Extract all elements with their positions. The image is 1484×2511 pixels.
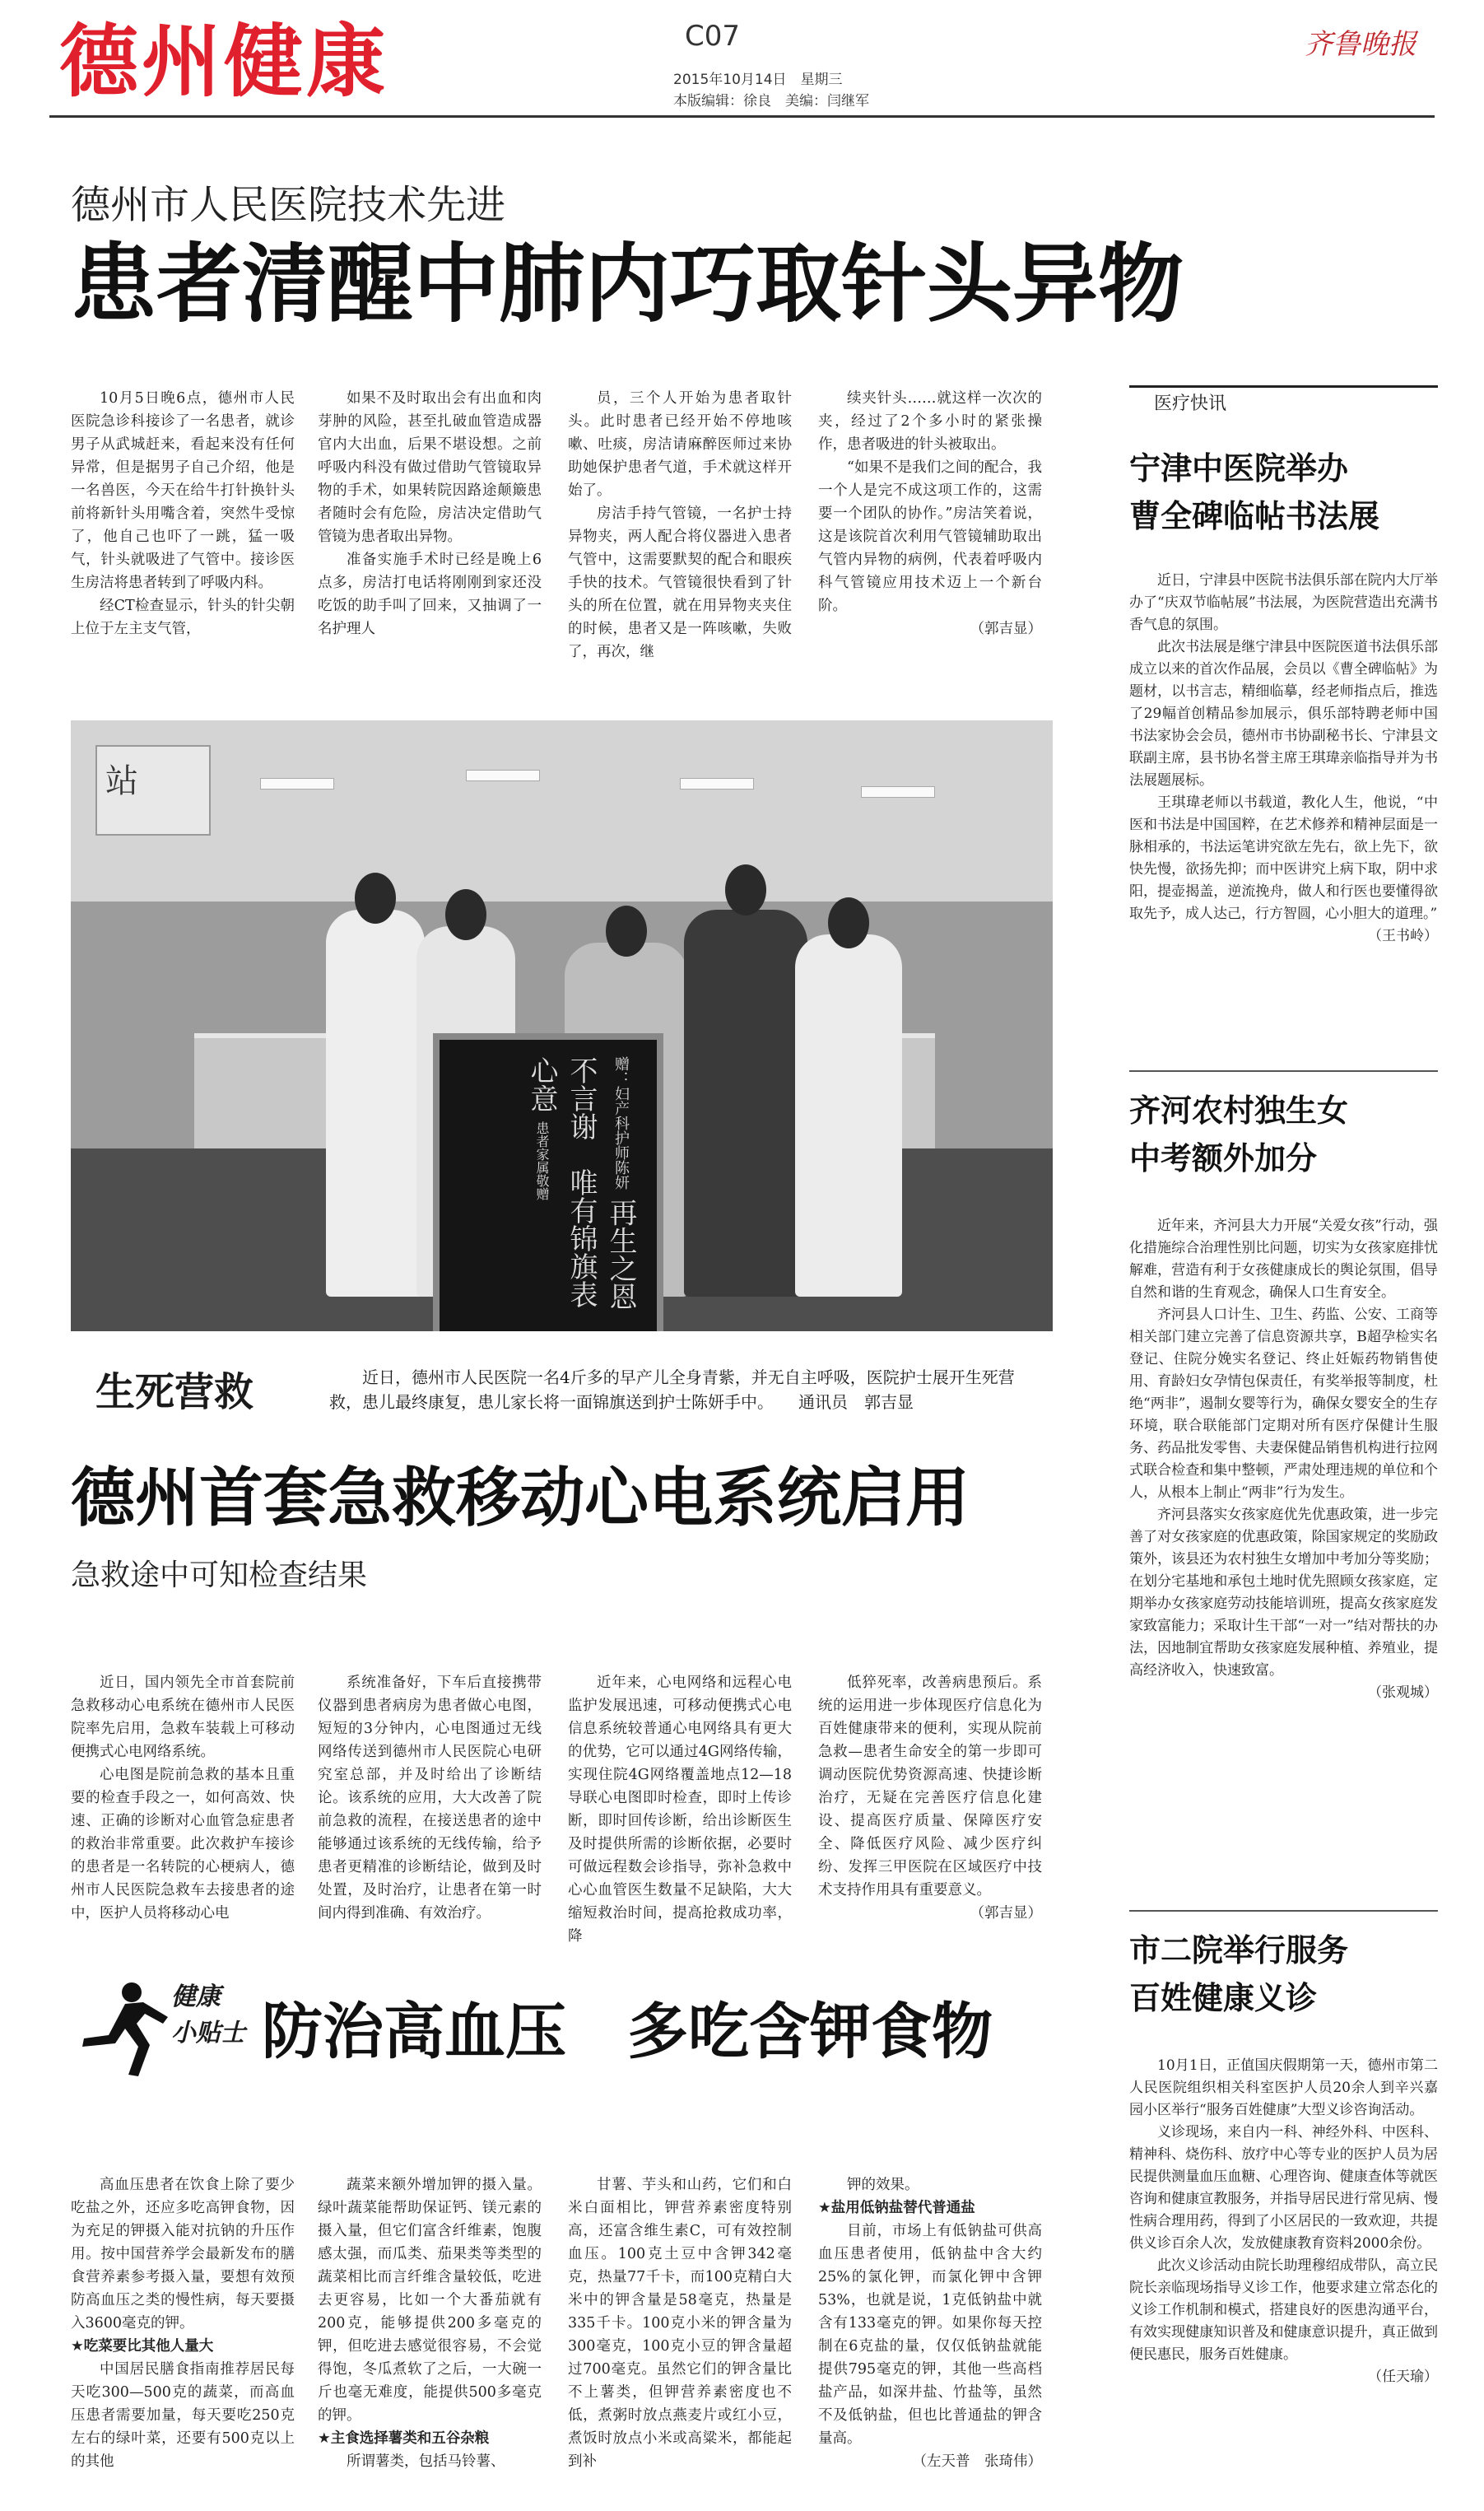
paragraph: 续夹针头……就这样一次次的夹，经过了2个多小时的紧张操作，患者吸进的针头被取出。 [818,390,1042,453]
tip-col-1 [71,2173,295,2486]
headline-line: 百姓健康义诊 [1129,1980,1318,2016]
tip-col-3 [568,2173,792,2486]
paragraph: 此次义诊活动由院长助理穆绍成带队，高立民院长亲临现场指导义诊工作，他要求建立常态化的义诊工作机制和模式，搭建良好的医患沟通平台，有效实现健康知识普及和健康意识提升，真正做到便民惠民，服务百姓健康。 [1129,2257,1438,2363]
story1-kicker: 德州市人民医院技术先进 [71,182,506,228]
page-number: C07 [685,20,741,53]
caption-title: 生死营救 [95,1369,254,1415]
sidebar-tab [1129,385,1438,412]
paragraph: 近年来，齐河县大力开展“关爱女孩”行动，强化措施综合治理性别比问题，切实为女孩家庭排忧解难，营造有利于女孩健康成长的舆论氛围，倡导自然和谐的生育观念，确保人口生育安全。 [1129,1218,1438,1301]
newspaper-logo: 齐鲁晚报 [1305,28,1417,61]
paragraph: 员，三个人开始为患者取针头。此时患者已经开始不停地咳嗽、吐痰，房洁请麻醉医师过来协助她保护患者气道，手术就这样开始了。 [568,390,792,499]
paragraph: 近日，宁津县中医院书法俱乐部在院内大厅举办了“庆双节临帖展”书法展，为医院营造出充满书香气息的氛围。 [1129,572,1438,633]
paragraph: 高血压患者在饮食上除了要少吃盐之外，还应多吃高钾食物，因为充足的钾摄入能对抗钠的升压作用。按中国营养学会最新发布的膳食营养素参考摄入量，要想有效预防高血压之类的慢性病，每天要摄入3600毫克的钾。 [71,2177,295,2332]
byline: （王书岭） [1368,928,1438,944]
sidebar-headline [1129,445,1438,540]
ceiling-light [466,770,540,781]
paragraph: 齐河县人口计生、卫生、药监、公安、工商等相关部门建立完善了信息资源共享，B超孕检实名登记、住院分娩实名登记、终止妊娠药物销售使用、育龄妇女孕情包保责任，有奖举报等制度，杜绝“两非”，遏制女婴等行为，确保女婴安全的生存环境，联合联能部门定期对所有医疗保健计生服务、药品批发零售、夫妻保健品销售机构进行拉网式联合检查和集中整顿，严肃处理违规的单位和个人，从根本上制止“两非”行为发生。 [1129,1307,1438,1501]
story1-col-3 [568,387,792,675]
paragraph: 齐河县落实女孩家庭优先优惠政策，进一步完善了对女孩家庭的优惠政策，除国家规定的奖励政策外，该县还为农村独生女增加中考加分等奖励；在划分宅基地和承包土地时优先照顾女孩家庭，定期举办女孩家庭劳动技能培训班，提高女孩家庭发家致富能力；采取计生干部“一对一”结对帮扶的办法，因地制宜帮助女孩家庭发展种植、养殖业，提高经济收入，快速致富。 [1129,1507,1438,1679]
byline: （任天瑜） [1368,2369,1438,2385]
banner-main-text: 再生之恩不言谢 唯有锦旗表心意 [525,1056,637,1311]
tip-label-line2: 小贴士 [171,2019,245,2047]
headline-line: 曹全碑临帖书法展 [1129,498,1380,534]
paragraph: 系统准备好，下车后直接携带仪器到患者病房为患者做心电图，短短的3分钟内，心电图通过无线网络传送到德州市人民医院心电研究室总部，并及时给出了诊断结论。该系统的应用，大大改善了院前急救的流程，在接送患者的途中能够通过该系统的无线传输，给予患者更精准的诊断结论，做到及时处置，及时治疗，让患者在第一时间内得到准确、有效治疗。 [318,1675,542,1922]
paragraph: 王琪瑋老师以书载道，教化人生，他说，“中医和书法是中国国粹，在艺术修养和精神层面是一脉相承的，书法运笔讲究欲左先右，欲上先下，欲快先慢，欲扬先抑；而中医讲究上病下取，阴中求阳，提壶揭盖，逆流挽舟，做人和行医也要懂得欲取先予，成人达己，行方智圆，心小胆大的道理。” [1129,794,1438,922]
story1-col-1 [71,387,295,675]
story2-col-1 [71,1671,295,1959]
person-head [828,897,869,948]
paragraph: 此次书法展是继宁津县中医院医道书法俱乐部成立以来的首次作品展，会员以《曹全碑临帖》为题材，以书言志，精细临摹，经老师指点后，推选了29幅首创精品参加展示，俱乐部特聘老师中国书法家协会会员，德州市书协副秘书长、宁津县文联副主席，县书协名誉主席王琪瑋亲临指导并为书法展题展标。 [1129,639,1438,789]
news-photo [71,720,1053,1331]
story2-col-2 [318,1671,542,1959]
ceiling-light [680,778,754,790]
nurse-figure [326,910,425,1297]
nurse-station-sign: 站 [95,745,211,836]
person-head [606,906,647,957]
story2-kicker: 急救途中可知检查结果 [71,1558,368,1592]
paragraph: 近年来，心电网络和远程心电监护发展迅速，可移动便携式心电信息系统较普通心电网络具有更大的优势，它可以通过4G网络传输，实现住院4G网络覆盖地点12—18导联心电图即时检查，即时上传诊断，即时回传诊断，给出诊断医生及时提供所需的诊断依据，必要时可做远程数会诊指导，弥补急救中心心血管医生数量不足缺陷，大大缩短救治时间，提高抢救成功率，降 [568,1675,792,1945]
ceiling-light [861,786,935,798]
paragraph: 10月5日晚6点，德州市人民医院急诊科接诊了一名患者，就诊男子从武城赶来，看起来没有任何异常，但是据男子自己介绍，他是一名兽医，今天在给牛打针换针头前将新针头用嘴含着，突然牛受惊了，他自己也吓了一跳，猛一吸气，针头就吸进了气管中。接诊医生房洁将患者转到了呼吸内科。 [71,390,295,591]
tip-label-line1: 健康 [171,1982,221,2011]
sidebar-headline [1129,1087,1438,1182]
paragraph: 房洁手持气管镜，一名护士持异物夹，两人配合将仪器进入患者气管中，这需要默契的配合和眼疾手快的技术。气管镜很快看到了针头的所在位置，就在用异物夹夹住的时候，患者又是一阵咳嗽，失败了，再次，继 [568,505,792,660]
sidebar-headline [1129,1926,1438,2022]
story1-col-2 [318,387,542,675]
story1-col-4 [818,387,1042,675]
sidebar-body [1129,2055,1438,2511]
ceiling-light [260,778,334,790]
sidebar-divider [1129,1070,1438,1072]
paragraph: 所谓薯类，包括马铃薯、 [347,2453,505,2470]
person-head [445,889,486,940]
paragraph: 经CT检查显示，针头的针尖朝上位于左主支气管， [71,598,295,637]
story1-headline: 患者清醒中肺内巧取针头异物 [71,234,1184,334]
photo-ceiling [71,720,1053,901]
sidebar-story-3 [1129,1926,1438,2511]
banner-dedication: 赠：妇产科护师陈妍 [612,1056,630,1190]
subheading: ★盐用低钠盐替代普通盐 [818,2200,975,2216]
editors-line: 本版编辑：徐良 美编：闫继军 [673,93,869,109]
tip-col-2 [318,2173,542,2486]
story2-col-4 [818,1671,1042,1959]
byline: （郭吉显） [970,621,1042,637]
headline-line: 齐河农村独生女 [1129,1092,1349,1129]
headline-line: 中考额外加分 [1129,1140,1318,1176]
byline: （左天普 张琦伟） [912,2453,1042,2470]
nurse-figure [795,934,902,1297]
sidebar-divider [1129,1910,1438,1912]
running-man-icon [67,1981,174,2080]
sidebar-tab-label: 医疗快讯 [1147,389,1233,415]
subheading: ★主食选择薯类和五谷杂粮 [318,2430,490,2447]
tip-label [171,1979,245,2052]
paragraph: 10月1日，正值国庆假期第一天，德州市第二人民医院组织相关科室医护人员20余人到辛兴嘉园小区举行“服务百姓健康”大型义诊咨询活动。 [1129,2057,1438,2118]
headline-line: 宁津中医院举办 [1129,450,1349,487]
issue-date: 2015年10月14日 星期三 [673,72,843,88]
masthead-rule [49,115,1435,118]
caption-text: 近日，德州市人民医院一名4斤多的早产儿全身青紫，并无自主呼吸，医院护士展开生死营救，患儿最终康复，患儿家长将一面锦旗送到护士陈妍手中。 通讯员 郭吉显 [329,1367,1015,1412]
paragraph: “如果不是我们之间的配合，我一个人是完不成这项工作的，这需要一个团队的协作。”房洁笑着说，这是该院首次利用气管镜辅助取出气管内异物的病例，代表着呼吸内科气管镜应用技术迈上一个新台阶。 [818,459,1042,614]
father-figure [684,910,807,1297]
paragraph: 目前，市场上有低钠盐可供高血压患者使用，低钠盐中含大约25%的氯化钾，而氯化钾中含钾53%，也就是说，1克低钠盐中就含有133毫克的钾。如果你每天控制在6克盐的量，仅仅低钠盐就能提供795毫克的钾，其他一些高档盐产品，如深井盐、竹盐等，虽然不及低钠盐，但也比普通盐的钾含量高。 [818,2223,1042,2447]
tip-col-4 [818,2173,1042,2486]
sidebar-story-1 [1129,445,1438,1031]
masthead-title: 德州健康 [59,16,388,108]
paragraph: 蔬菜来额外增加钾的摄入量。绿叶蔬菜能帮助保证钙、镁元素的摄入量，但它们富含纤维素，饱腹感太强，而瓜类、茄果类等类型的蔬菜相比而言纤维含量较低，吃进去更容易，比如一个大番茄就有200克，能够提供200多毫克的钾，但吃进去感觉很容易，不会觉得饱，冬瓜煮软了之后，一大碗一斤也毫无难度，能提供500多毫克的钾。 [318,2177,542,2424]
sidebar-story-2 [1129,1087,1438,1890]
headline-line: 市二院举行服务 [1129,1932,1349,1968]
story2-col-3 [568,1671,792,1959]
person-head [725,864,766,915]
paragraph: 甘薯、芋头和山药，它们和白米白面相比，钾营养素密度特别高，还富含维生素C，可有效控制血压。100克土豆中含钾342毫克，热量77千卡，而100克精白大米中的钾含量是58毫克，热量是335千卡。100克小米的钾含量为300毫克，100克小豆的钾含量超过700毫克。虽然它们的钾含量比不上薯类，但钾营养素密度也不低，煮粥时放点燕麦片或红小豆，煮饭时放点小米或高粱米，都能起到补 [568,2177,792,2470]
banner-signature: 患者家属敬赠 [534,1120,550,1200]
tip-headline: 防治高血压 多吃含钾食物 [262,1996,993,2067]
sidebar-body [1129,1215,1438,1890]
paragraph: 钾的效果。 [847,2177,919,2193]
subheading: ★吃菜要比其他人量大 [71,2338,214,2355]
person-head [355,873,396,924]
byline: （张观城） [1368,1684,1438,1701]
paragraph: 如果不及时取出会有出血和肉芽肿的风险，甚至扎破血管造成器官内大出血，后果不堪设想。之前呼吸内科没有做过借助气管镜取异物的手术，如果转院因路途颠簸患者随时会有危险，房洁决定借助气管镜为患者取出异物。 [318,390,542,545]
paragraph: 近日，国内领先全市首套院前急救移动心电系统在德州市人民医院率先启用，急救车装载上可移动便携式心电网络系统。 [71,1675,295,1760]
paragraph: 中国居民膳食指南推荐居民每天吃300—500克的蔬菜，而高血压患者需要加量，每天要吃250克左右的绿叶菜，还要有500克以上的其他 [71,2361,295,2470]
paragraph: 准备实施手术时已经是晚上6点多，房洁打电话将刚刚到家还没吃饭的助手叫了回来，又抽调了一名护理人 [318,552,542,637]
paragraph: 义诊现场，来自内一科、神经外科、中医科、精神科、烧伤科、放疗中心等专业的医护人员为居民提供测量血压血糖、心理咨询、健康查体等就医咨询和健康宣教服务，并指导居民进行常见病、慢性病合理用药，得到了小区居民的一致欢迎，共提供义诊百余人次，发放健康教育资料2000余份。 [1129,2124,1438,2252]
silk-banner [433,1033,663,1331]
byline: （郭吉显） [970,1905,1042,1922]
dateline [673,69,869,112]
story2-headline: 德州首套急救移动心电系统启用 [71,1461,970,1535]
sidebar-body [1129,570,1438,1031]
paragraph: 低猝死率，改善病患预后。系统的运用进一步体现医疗信息化为百姓健康带来的便利，实现从院前急救—患者生命安全的第一步即可调动医院优势资源高速、快捷诊断治疗，无疑在完善医疗信息化建设、提高医疗质量、保障医疗安全、降低医疗风险、减少医疗纠纷、发挥三甲医院在区域医疗中技术支持作用具有重要意义。 [818,1675,1042,1898]
paragraph: 心电图是院前急救的基本且重要的检查手段之一，如何高效、快速、正确的诊断对心血管急症患者的救治非常重要。此次救护车接诊的患者是一名转院的心梗病人，德州市人民医院急救车去接患者的途中，医护人员将移动心电 [71,1767,295,1922]
